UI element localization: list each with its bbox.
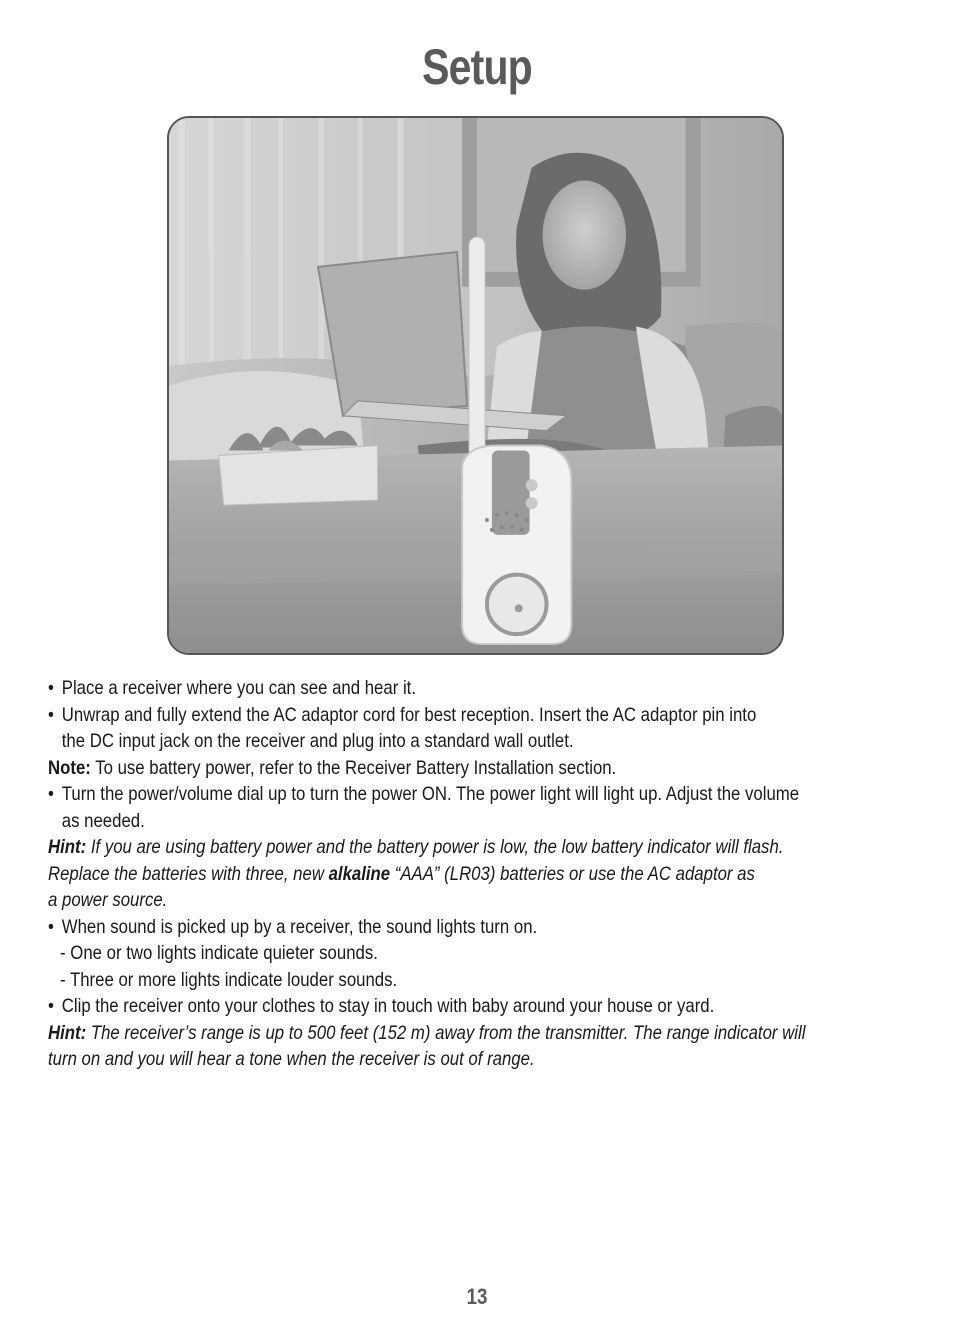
bullet-text: Clip the receiver onto your clothes to stay in touch with baby around your house or yard. bbox=[61, 995, 715, 1017]
note bbox=[48, 755, 796, 782]
bullet-glyph: • bbox=[48, 677, 54, 699]
product-photo bbox=[167, 116, 784, 655]
list-item bbox=[48, 914, 796, 941]
instructions bbox=[48, 675, 918, 1073]
hint-continuation bbox=[48, 1046, 796, 1073]
hint-continuation bbox=[48, 861, 796, 888]
hint bbox=[48, 834, 796, 861]
hint-label: Hint: bbox=[48, 1021, 87, 1044]
hint-text: Replace the batteries with three, new bbox=[48, 862, 329, 885]
bullet-text: Place a receiver where you can see and hear it. bbox=[61, 677, 416, 699]
page-title: Setup bbox=[422, 39, 532, 95]
hint bbox=[48, 1020, 806, 1047]
list-item-continuation: the DC input jack on the receiver and plug into a standard wall outlet. bbox=[61, 730, 574, 752]
list-item-continuation: as needed. bbox=[61, 809, 145, 832]
photo-woman-laptop-receiver-icon bbox=[169, 118, 782, 653]
hint-text: a power source. bbox=[48, 889, 168, 911]
hint-text: The receiver’s range is up to 500 feet (152 m) away from the transmitter. The range indicator will bbox=[86, 1021, 806, 1044]
list-item bbox=[48, 781, 800, 808]
hint-text: “AAA” (LR03) batteries or use the AC adaptor as bbox=[390, 862, 755, 885]
bullet-glyph: • bbox=[48, 783, 54, 805]
bullet-text: When sound is picked up by a receiver, the sound lights turn on. bbox=[61, 915, 538, 938]
hint-text: If you are using battery power and the battery power is low, the low battery indicator will flash. bbox=[86, 836, 784, 858]
hint-text: turn on and you will hear a tone when the receiver is out of range. bbox=[48, 1048, 535, 1070]
bullet-glyph: • bbox=[48, 995, 54, 1017]
page-number: 13 bbox=[466, 1284, 488, 1309]
list-item bbox=[48, 675, 796, 702]
bullet-glyph: • bbox=[48, 703, 54, 726]
note-label: Note: bbox=[48, 756, 91, 779]
bullet-text: Turn the power/volume dial up to turn the power ON. The power light will light up. Adjust the volume bbox=[61, 783, 800, 805]
hint-continuation bbox=[48, 887, 796, 914]
bullet-text: Unwrap and fully extend the AC adaptor cord for best reception. Insert the AC adaptor pin into bbox=[61, 703, 757, 726]
bullet-glyph: • bbox=[48, 915, 54, 938]
list-item bbox=[48, 993, 796, 1020]
note-text: To use battery power, refer to the Receiver Battery Installation section. bbox=[90, 756, 617, 779]
list-item bbox=[48, 702, 796, 729]
sub-list-item: - One or two lights indicate quieter sounds. bbox=[60, 942, 378, 964]
sub-list-item: - Three or more lights indicate louder sounds. bbox=[60, 968, 398, 991]
hint-emphasis: alkaline bbox=[328, 862, 391, 885]
hint-label: Hint: bbox=[48, 836, 87, 858]
